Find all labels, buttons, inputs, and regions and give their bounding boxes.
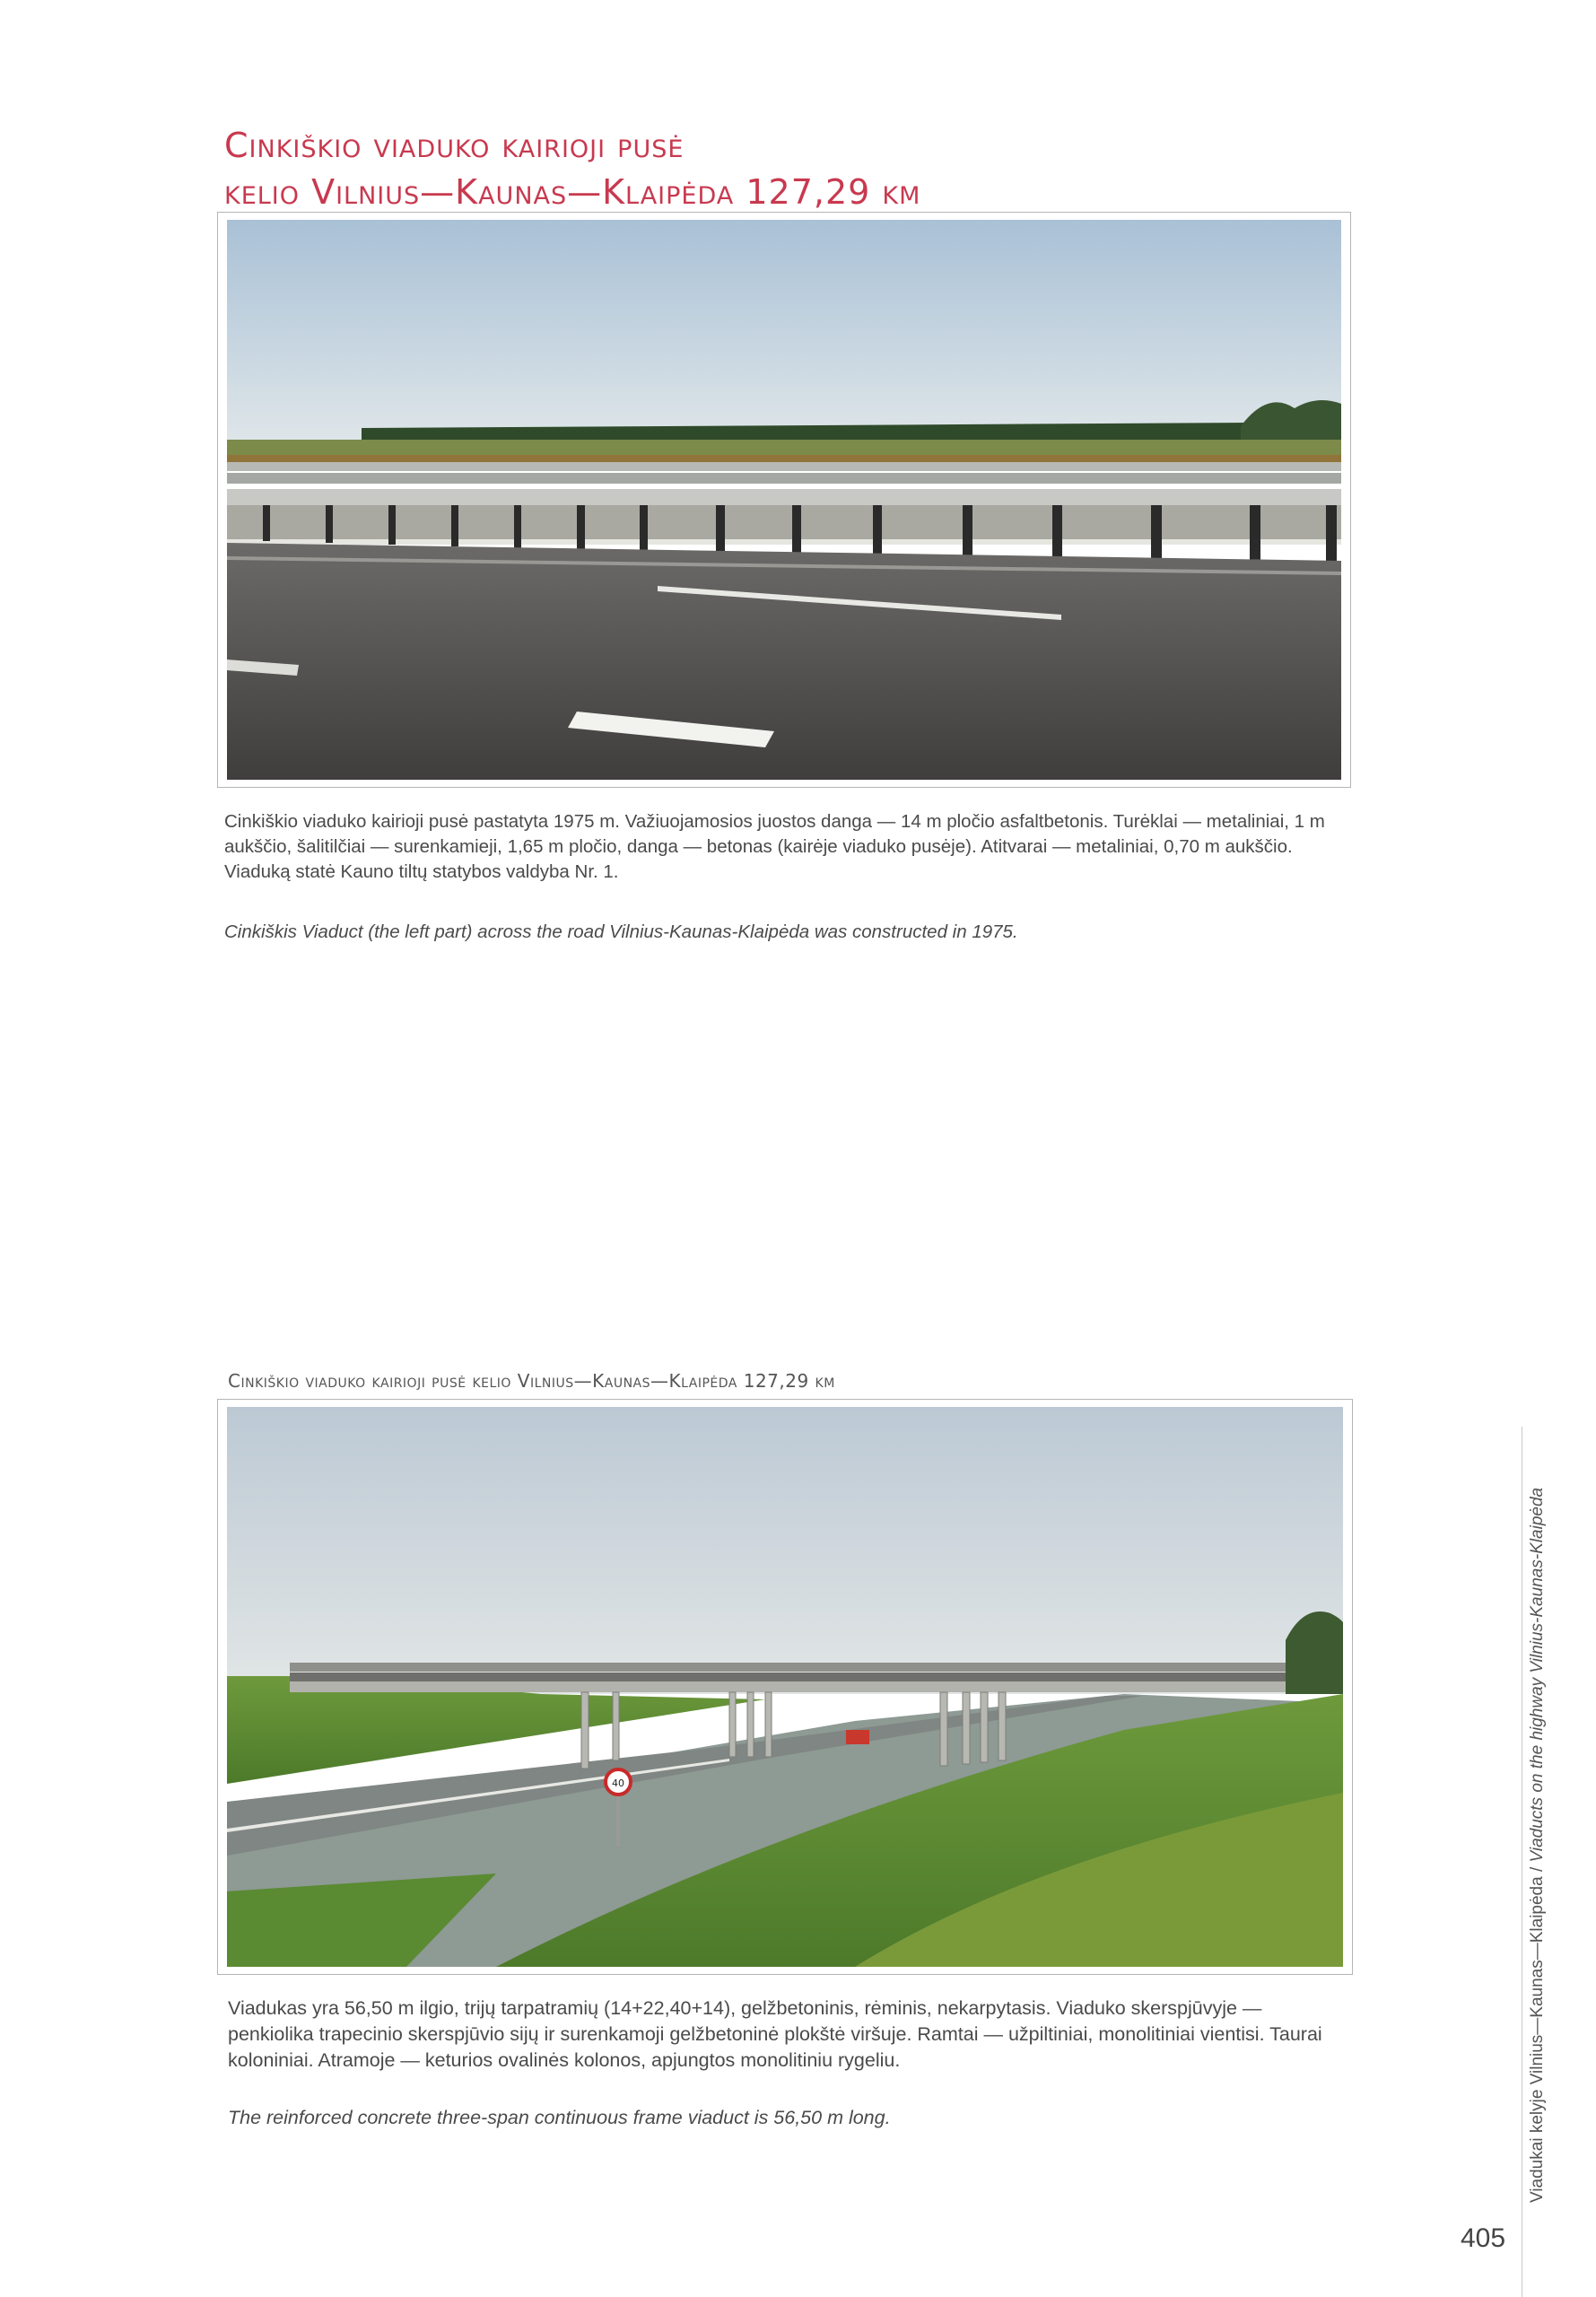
sidebar-running-title (1528, 1488, 1548, 2203)
section1-caption-lt: Cinkiškio viaduko kairioji pusė pastatyta 1975 m. Važiuojamosios juostos danga — 14 m pločio asfaltbetonis. Turėklai — metaliniai, 1 m aukščio, šalitilčiai — surenkamieji, 1,65 m pločio, danga — betonas (kairėje viaduko pusėje). Atitvarai — metaliniai, 0,70 m aukščio. Viaduką statė Kauno tiltų statybos valdyba Nr. 1. (224, 811, 1325, 882)
sidebar-label-lt: Viadukai kelyje Vilnius—Kaunas—Klaipėda / (1528, 1862, 1547, 2203)
section2-caption-en: The reinforced concrete three-span continuous frame viaduct is 56,50 m long. (228, 2107, 891, 2128)
section1-caption-en: Cinkiškis Viaduct (the left part) across the road Vilnius-Kaunas-Klaipėda was constructed in 1975. (224, 921, 1018, 942)
sidebar-label-en: Viaducts on the highway Vilnius-Kaunas-Klaipėda (1528, 1487, 1547, 1863)
speed-limit-sign-text: 40 (612, 1777, 624, 1789)
photo-viaduct-side-view (217, 1399, 1353, 1975)
page-number: 405 (1461, 2223, 1506, 2253)
section1-title (224, 122, 920, 215)
section1-title-line1: Cinkiškio viaduko kairioji pusė (224, 126, 685, 165)
section2-title: Cinkiškio viaduko kairioji pusė kelio Vilnius—Kaunas—Klaipėda 127,29 km (228, 1370, 835, 1392)
photo-viaduct-deck (217, 212, 1351, 788)
section1-title-line2: kelio Vilnius—Kaunas—Klaipėda 127,29 km (224, 172, 921, 212)
photo-viaduct-side-view-image (227, 1407, 1343, 1967)
section2-caption-lt: Viadukas yra 56,50 m ilgio, trijų tarpatramių (14+22,40+14), gelžbetoninis, rėminis, nekarpytasis. Viaduko skerspjūvyje — penkiolika trapecinio skerspjūvio sijų ir surenkamoji gelžbetoninė plokštė viršuje. Ramtai — užpiltiniai, monolitiniai vientisi. Taurai koloniniai. Atramoje — keturios ovalinės kolonos, apjungtos monolitiniu rygeliu. (228, 1997, 1322, 2071)
photo-viaduct-deck-image (227, 220, 1341, 780)
